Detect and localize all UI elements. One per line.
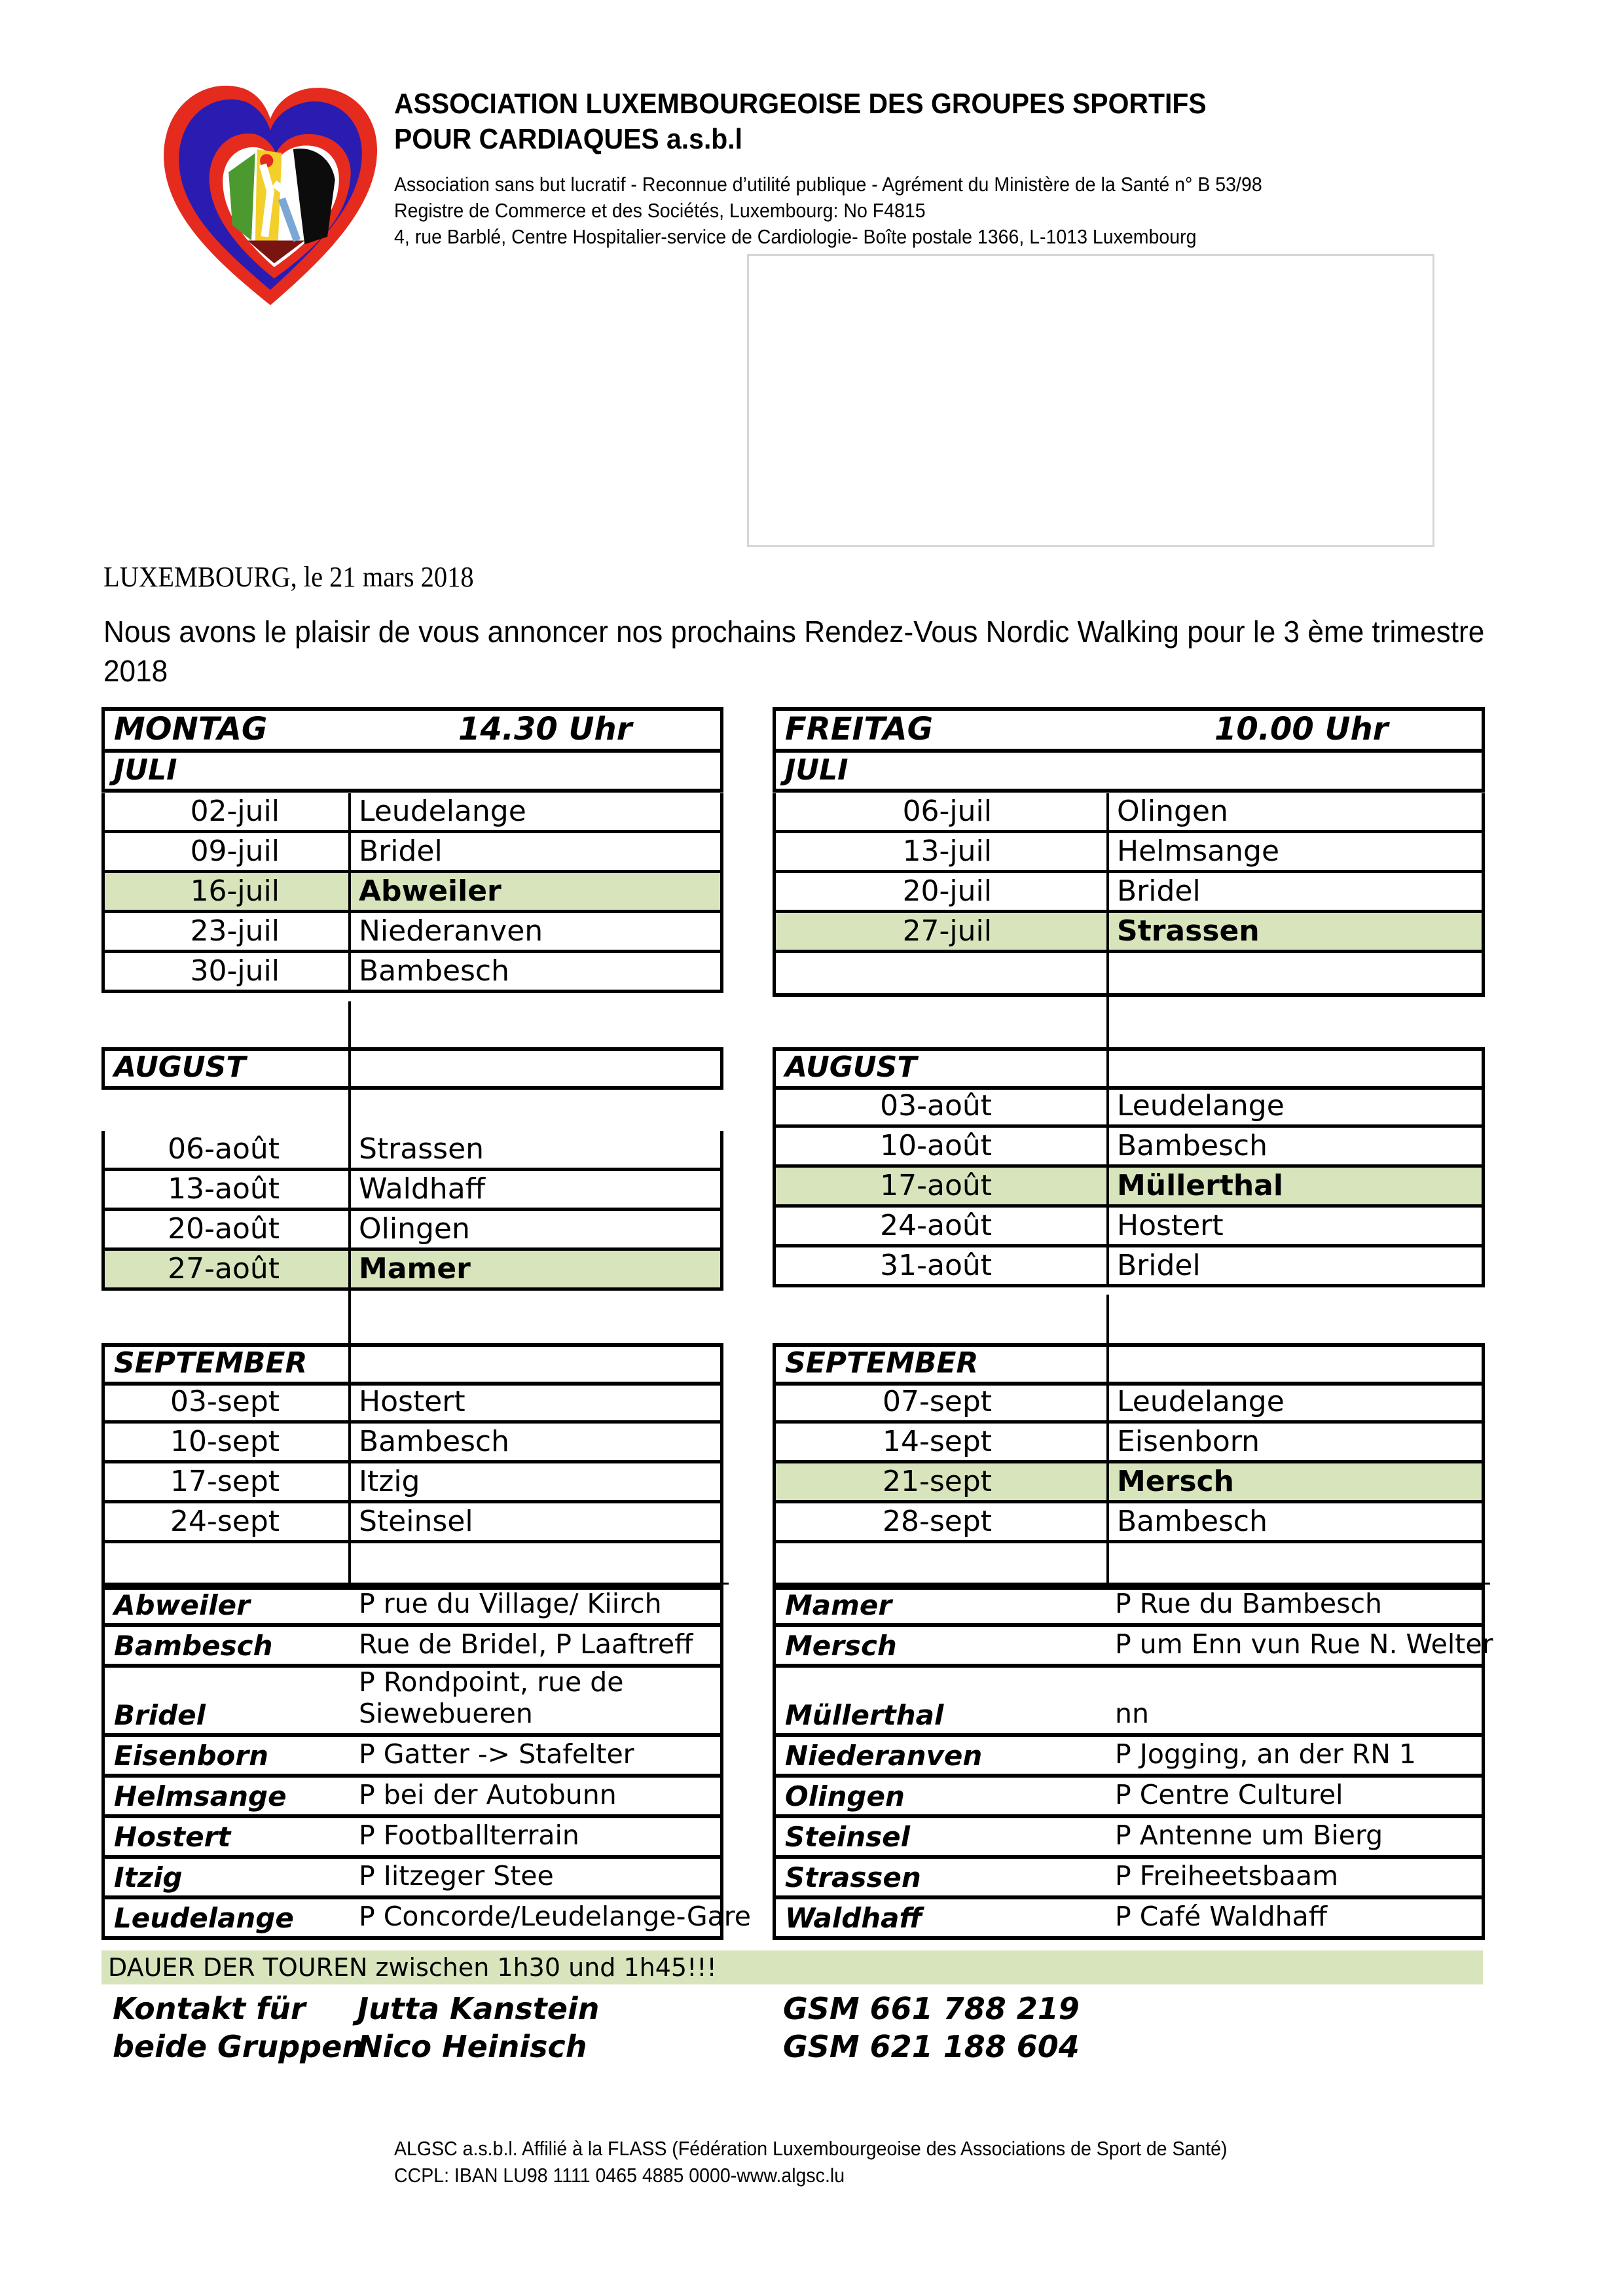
- friday-date-cell: 10-août: [773, 1128, 1106, 1168]
- meeting-point-location: Rue de Bridel, P Laaftreff: [359, 1628, 693, 1660]
- monday-blank-cell: [101, 1543, 348, 1587]
- friday-day-label: FREITAG: [785, 711, 933, 747]
- friday-date-cell: 13-juil: [773, 833, 1106, 873]
- monday-month-august: AUGUST: [101, 1047, 348, 1090]
- monday-place-cell: Bambesch: [348, 1424, 723, 1463]
- meeting-point-row: [773, 1859, 1485, 1899]
- friday-date-cell: 06-juil: [773, 793, 1106, 833]
- friday-time-label: 10.00 Uhr: [1214, 711, 1389, 747]
- friday-month-header-blank: [1106, 1343, 1485, 1386]
- meeting-point-location: nn: [1115, 1698, 1149, 1729]
- contact-name-2: Nico Heinisch: [357, 2029, 587, 2064]
- title-line-2: POUR CARDIAQUES a.s.b.l: [394, 123, 743, 155]
- meeting-place-name: Eisenborn: [114, 1740, 269, 1772]
- meeting-point-row: [773, 1778, 1485, 1818]
- meeting-point-location: P Café Waldhaff: [1115, 1901, 1328, 1932]
- column-divider-line: [1106, 962, 1109, 1047]
- friday-date-cell: 21-sept: [773, 1463, 1106, 1503]
- friday-date-cell: 07-sept: [773, 1384, 1106, 1424]
- contact-name-1: Jutta Kanstein: [357, 1991, 600, 2026]
- friday-date-cell: 17-août: [773, 1168, 1106, 1208]
- monday-place-cell: Bambesch: [348, 953, 723, 993]
- meeting-point-row: [101, 1627, 723, 1668]
- friday-place-cell: Hostert: [1106, 1208, 1485, 1247]
- monday-date-cell: 30-juil: [101, 953, 348, 993]
- meeting-point-location: P rue du Village/ Kiirch: [359, 1588, 662, 1619]
- contact-phone-2: GSM 621 188 604: [783, 2029, 1080, 2064]
- friday-date-cell: 03-août: [773, 1088, 1106, 1128]
- organization-info: [394, 171, 1262, 250]
- meeting-place-name: Strassen: [785, 1861, 921, 1893]
- double-rule: [101, 1583, 729, 1585]
- meeting-place-name: Steinsel: [785, 1821, 910, 1853]
- monday-date-cell: 09-juil: [101, 833, 348, 873]
- friday-place-cell: Leudelange: [1106, 1384, 1485, 1424]
- monday-month-header-blank: [348, 1343, 723, 1386]
- meeting-place-name: Mamer: [785, 1589, 892, 1621]
- friday-blank-cell: [773, 1543, 1106, 1587]
- meeting-place-name: Itzig: [114, 1861, 183, 1893]
- meeting-place-name: Niederanven: [785, 1740, 983, 1772]
- friday-month-september: SEPTEMBER: [773, 1343, 1106, 1386]
- monday-date-cell: 10-sept: [101, 1424, 348, 1463]
- meeting-point-location: P Concorde/Leudelange-Gare: [359, 1901, 751, 1932]
- monday-place-cell: Abweiler: [348, 873, 723, 913]
- meeting-point-location: P Centre Culturel: [1115, 1779, 1343, 1810]
- friday-place-cell: Strassen: [1106, 913, 1485, 953]
- footer-line-2: CCPL: IBAN LU98 1111 0465 4885 0000-www.algsc.lu: [394, 2164, 845, 2187]
- monday-date-cell: 20-août: [101, 1211, 348, 1251]
- organization-title: [394, 86, 1207, 157]
- friday-place-cell: Helmsange: [1106, 833, 1485, 873]
- meeting-point-row: [773, 1627, 1493, 1668]
- monday-place-cell: Hostert: [348, 1384, 723, 1424]
- friday-blank-cell: [1106, 1543, 1485, 1587]
- intro-text: Nous avons le plaisir de vous annoncer nos prochains Rendez-Vous Nordic Walking pour le 3 ème trimestre 2018: [103, 615, 1485, 688]
- double-rule: [773, 1583, 1490, 1585]
- column-divider-line: [348, 1289, 351, 1343]
- meeting-point-row: [101, 1899, 751, 1940]
- contact-label-line-1: Kontakt für: [113, 1991, 306, 2026]
- friday-day-header: [773, 707, 1485, 753]
- friday-date-cell: 20-juil: [773, 873, 1106, 913]
- friday-place-cell: Olingen: [1106, 793, 1485, 833]
- monday-place-cell: Itzig: [348, 1463, 723, 1503]
- friday-date-cell: 31-août: [773, 1247, 1106, 1287]
- footer-line-1: ALGSC a.s.b.l. Affilié à la FLASS (Fédération Luxembourgeoise des Associations de Sport de Santé): [394, 2137, 1228, 2160]
- monday-place-cell: Strassen: [348, 1131, 723, 1171]
- meeting-place-name: Mersch: [785, 1630, 897, 1662]
- monday-date-cell: 23-juil: [101, 913, 348, 953]
- info-line-1: Association sans but lucratif - Reconnue d’utilité publique - Agrément du Ministère de la Santé n° B 53/98: [394, 173, 1262, 196]
- friday-date-cell: 24-août: [773, 1208, 1106, 1247]
- info-line-2: Registre de Commerce et des Sociétés, Luxembourg: No F4815: [394, 199, 926, 222]
- monday-month-juli: JULI: [101, 753, 723, 793]
- meeting-place-name: Bambesch: [114, 1630, 273, 1662]
- meeting-point-location: P Freiheetsbaam: [1115, 1860, 1339, 1892]
- monday-place-cell: Niederanven: [348, 913, 723, 953]
- meeting-point-row: [773, 1818, 1485, 1859]
- monday-date-cell: 13-août: [101, 1171, 348, 1211]
- meeting-point-row: [773, 1587, 1485, 1627]
- info-line-3: 4, rue Barblé, Centre Hospitalier-service de Cardiologie- Boîte postale 1366, L-1013 Luxembourg: [394, 225, 1197, 248]
- friday-month-august: AUGUST: [773, 1047, 1106, 1090]
- friday-blank-cell: [773, 953, 1106, 997]
- monday-date-cell: 17-sept: [101, 1463, 348, 1503]
- title-line-1: ASSOCIATION LUXEMBOURGEOISE DES GROUPES SPORTIFS: [394, 88, 1207, 120]
- meeting-point-row: [101, 1778, 723, 1818]
- meeting-point-line-2: Siewebueren: [359, 1698, 533, 1729]
- meeting-point-location: [359, 1666, 623, 1729]
- meeting-point-row: [101, 1668, 723, 1737]
- friday-month-header-blank: [1106, 1047, 1485, 1090]
- meeting-point-location: P Footballterrain: [359, 1820, 579, 1851]
- meeting-place-name: Hostert: [114, 1821, 231, 1853]
- monday-time-label: 14.30 Uhr: [458, 711, 632, 747]
- contact-phone-1: GSM 661 788 219: [783, 1991, 1080, 2026]
- meeting-point-row: [101, 1859, 723, 1899]
- monday-month-september: SEPTEMBER: [101, 1343, 348, 1386]
- friday-date-cell: 27-juil: [773, 913, 1106, 953]
- image-placeholder: [747, 254, 1434, 547]
- monday-month-header-blank: [348, 1047, 723, 1090]
- meeting-point-location: P Jogging, an der RN 1: [1115, 1738, 1417, 1770]
- contact-label-line-2: beide Gruppen: [113, 2029, 364, 2064]
- meeting-place-name: Leudelange: [114, 1902, 294, 1934]
- meeting-place-name: Helmsange: [114, 1780, 287, 1812]
- friday-month-juli: JULI: [773, 753, 1485, 793]
- meeting-point-location: P Iitzeger Stee: [359, 1860, 554, 1892]
- column-divider-line: [348, 1090, 351, 1131]
- meeting-point-row: [101, 1818, 723, 1859]
- meeting-point-line-1: P Rondpoint, rue de: [359, 1666, 624, 1698]
- monday-date-cell: 16-juil: [101, 873, 348, 913]
- monday-date-cell: 24-sept: [101, 1503, 348, 1543]
- monday-date-cell: 02-juil: [101, 793, 348, 833]
- meeting-point-location: P um Enn vun Rue N. Welter: [1115, 1628, 1493, 1660]
- date-line: LUXEMBOURG, le 21 mars 2018: [103, 561, 474, 593]
- monday-place-cell: Bridel: [348, 833, 723, 873]
- monday-blank-cell: [348, 1543, 723, 1587]
- meeting-point-row: [101, 1737, 723, 1778]
- friday-place-cell: Müllerthal: [1106, 1168, 1485, 1208]
- duration-note: DAUER DER TOUREN zwischen 1h30 und 1h45!!!: [101, 1950, 1483, 1984]
- monday-date-cell: 06-août: [101, 1131, 348, 1171]
- heart-logo-icon: [156, 73, 385, 309]
- meeting-point-location: P Antenne um Bierg: [1115, 1820, 1383, 1851]
- meeting-point-location: P bei der Autobunn: [359, 1779, 617, 1810]
- monday-place-cell: Olingen: [348, 1211, 723, 1251]
- friday-place-cell: Bridel: [1106, 873, 1485, 913]
- friday-place-cell: Eisenborn: [1106, 1424, 1485, 1463]
- friday-date-cell: 28-sept: [773, 1503, 1106, 1543]
- monday-place-cell: Leudelange: [348, 793, 723, 833]
- monday-place-cell: Mamer: [348, 1251, 723, 1291]
- friday-place-cell: Leudelange: [1106, 1088, 1485, 1128]
- friday-place-cell: Mersch: [1106, 1463, 1485, 1503]
- monday-day-label: MONTAG: [114, 711, 268, 747]
- meeting-point-row: [773, 1899, 1485, 1940]
- meeting-place-name: Waldhaff: [785, 1902, 922, 1934]
- footer: [394, 2135, 1228, 2189]
- meeting-place-name: Müllerthal: [785, 1699, 944, 1731]
- column-divider-line: [348, 1001, 351, 1047]
- friday-place-cell: Bambesch: [1106, 1128, 1485, 1168]
- friday-place-cell: Bridel: [1106, 1247, 1485, 1287]
- meeting-point-location: P Rue du Bambesch: [1115, 1588, 1383, 1619]
- friday-blank-cell: [1106, 953, 1485, 997]
- column-divider-line: [1106, 1295, 1109, 1343]
- meeting-point-location: P Gatter -> Stafelter: [359, 1738, 634, 1770]
- meeting-point-row: [773, 1668, 1485, 1737]
- monday-place-cell: Steinsel: [348, 1503, 723, 1543]
- monday-place-cell: Waldhaff: [348, 1171, 723, 1211]
- friday-date-cell: 14-sept: [773, 1424, 1106, 1463]
- friday-place-cell: Bambesch: [1106, 1503, 1485, 1543]
- meeting-place-name: Bridel: [114, 1699, 206, 1731]
- meeting-point-row: [773, 1737, 1485, 1778]
- meeting-place-name: Abweiler: [114, 1589, 250, 1621]
- monday-day-header: [101, 707, 723, 753]
- meeting-place-name: Olingen: [785, 1780, 905, 1812]
- monday-date-cell: 27-août: [101, 1251, 348, 1291]
- meeting-point-row: [101, 1587, 723, 1627]
- monday-date-cell: 03-sept: [101, 1384, 348, 1424]
